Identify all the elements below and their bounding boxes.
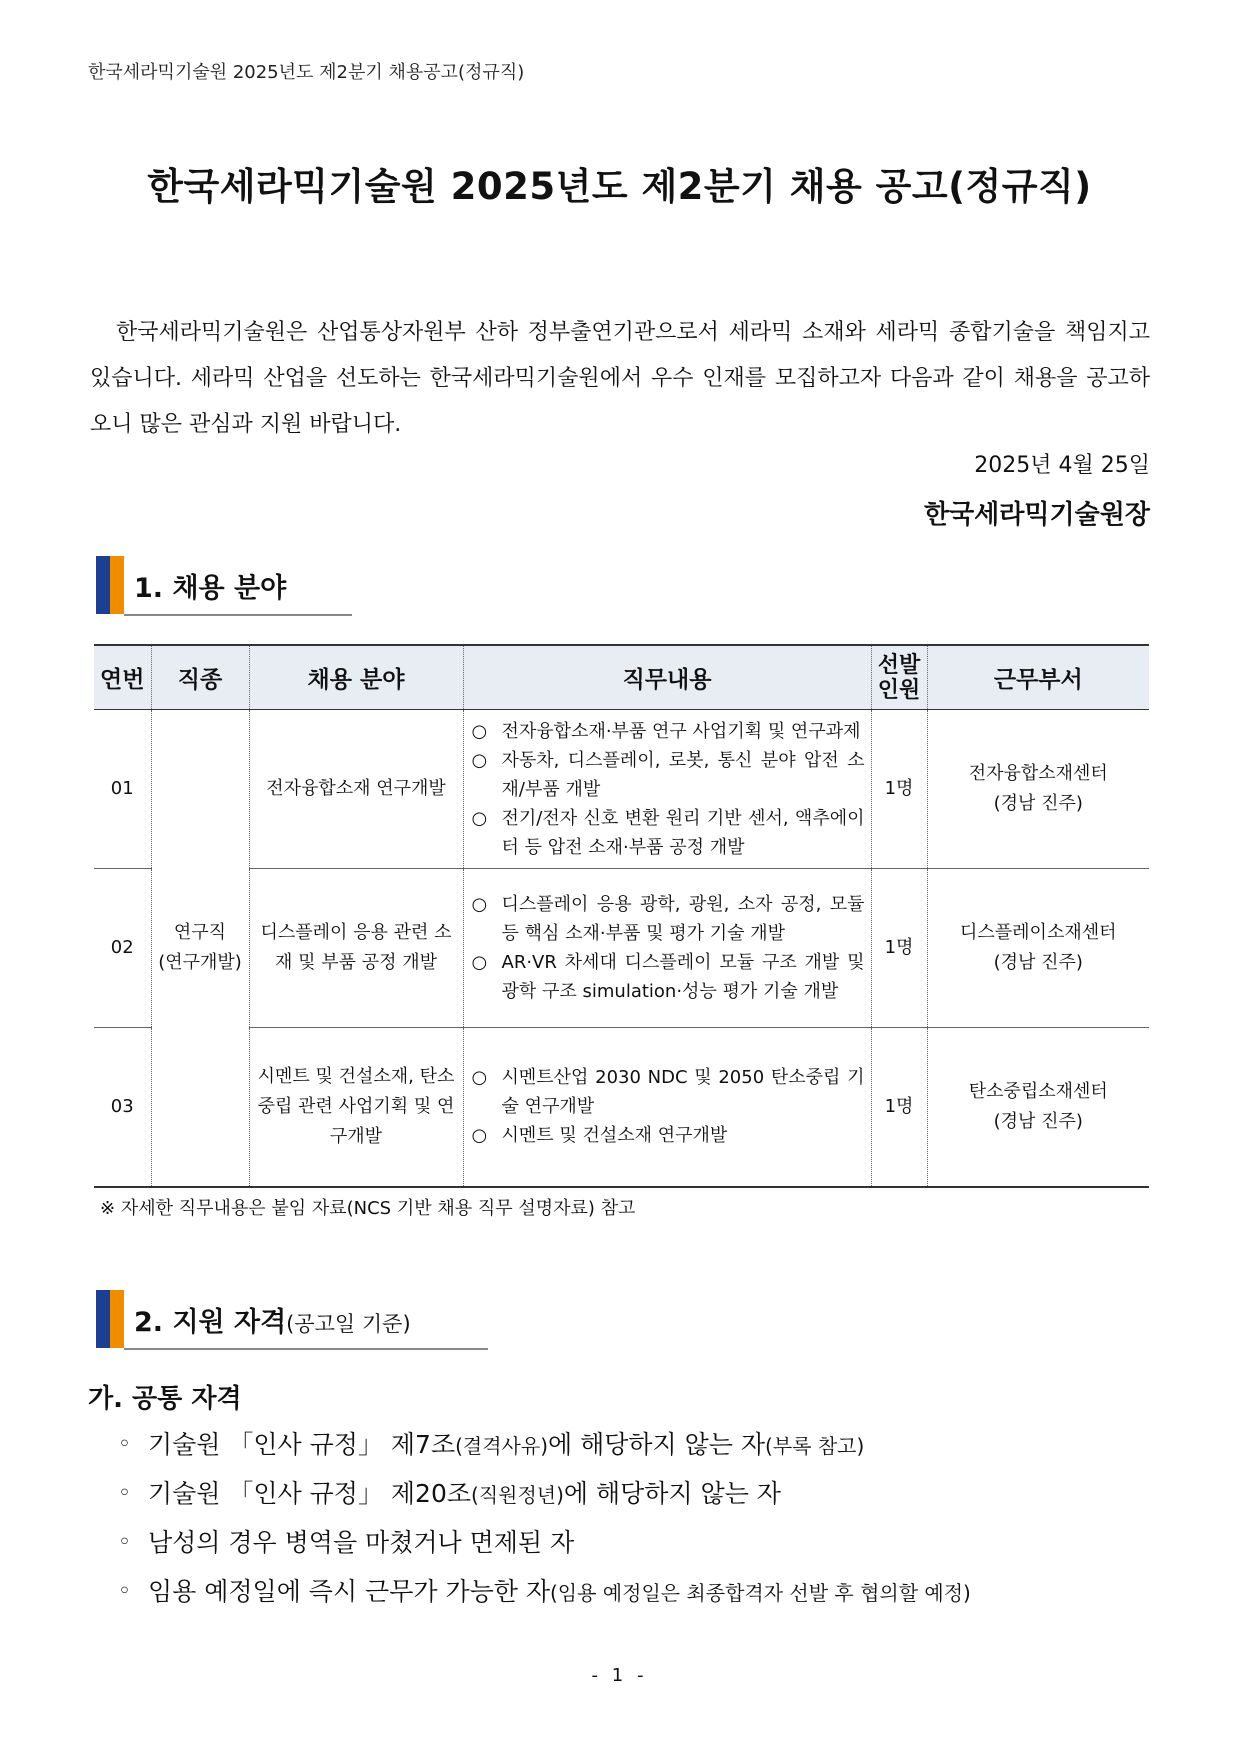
section-1-title: 1. 채용 분야 <box>134 573 287 604</box>
hire-count: 1명 <box>871 869 927 1028</box>
department-name: 디스플레이소재센터 <box>960 922 1117 943</box>
intro-paragraph <box>90 310 1150 448</box>
duty-item: ○ 시멘트산업 2030 NDC 및 2050 탄소중립 기술 연구개발 <box>468 1063 865 1121</box>
row-no: 01 <box>94 710 151 869</box>
col-header-no: 연번 <box>94 645 151 710</box>
duty-cell <box>463 869 871 1028</box>
section-underline <box>124 1348 488 1350</box>
signer: 한국세라믹기술원장 <box>923 500 1150 530</box>
recruit-field: 디스플레이 응용 관련 소재 및 부품 공정 개발 <box>249 869 463 1028</box>
qual-text: 기술원 「인사 규정」 제20조 <box>148 1479 472 1508</box>
table-note: ※ 자세한 직무내용은 붙임 자료(NCS 기반 채용 직무 설명자료) 참고 <box>100 1198 636 1219</box>
col-header-count-line2: 인원 <box>877 677 921 703</box>
section-2-title <box>134 1300 411 1339</box>
department <box>927 869 1149 1028</box>
recruit-field: 전자융합소재 연구개발 <box>249 710 463 869</box>
qual-text: 남성의 경우 병역을 마쳤거나 면제된 자 <box>148 1528 575 1557</box>
table-row <box>94 710 1149 869</box>
duty-item: ○ 전자융합소재·부품 연구 사업기획 및 연구과제 <box>468 717 865 746</box>
job-type-line2: (연구개발) <box>158 951 242 973</box>
intro-text: 한국세라믹기술원은 산업통상자원부 산하 정부출연기관으로서 세라믹 소재와 세라믹 종합기술을 책임지고 있습니다. 세라믹 산업을 선도하는 한국세라믹기술원에서 우수 인재를 모집하고자 다음과 같이 채용을 공고하오니 많은 관심과 지원 바랍니다. <box>90 320 1150 437</box>
department <box>927 1028 1149 1187</box>
table-row <box>94 1028 1149 1187</box>
hire-count: 1명 <box>871 1028 927 1187</box>
qual-note: (직원정년) <box>471 1483 564 1507</box>
running-header: 한국세라믹기술원 2025년도 제2분기 채용공고(정규직) <box>88 62 525 83</box>
duty-item: ○ AR·VR 차세대 디스플레이 모듈 구조 개발 및 광학 구조 simulation·성능 평가 기술 개발 <box>468 948 865 1006</box>
list-item <box>118 1567 971 1616</box>
recruitment-table <box>94 644 1149 1188</box>
col-header-field: 채용 분야 <box>249 645 463 710</box>
section-2-title-suffix: (공고일 기준) <box>286 1312 411 1336</box>
list-item <box>118 1469 971 1518</box>
section-bar-orange <box>110 1290 124 1348</box>
department-name: 전자융합소재센터 <box>968 763 1108 784</box>
job-type-line1: 연구직 <box>173 921 227 943</box>
section-underline <box>124 614 352 616</box>
section-bar-blue <box>96 556 110 614</box>
duty-list <box>468 1063 867 1150</box>
qual-note: (결격사유) <box>455 1434 548 1458</box>
row-no: 02 <box>94 869 151 1028</box>
qual-text: 임용 예정일에 즉시 근무가 가능한 자 <box>148 1577 550 1606</box>
table-header-row <box>94 645 1149 710</box>
col-header-count <box>871 645 927 710</box>
row-no: 03 <box>94 1028 151 1187</box>
duty-item: ○ 자동차, 디스플레이, 로봇, 통신 분야 압전 소재/부품 개발 <box>468 746 865 804</box>
table-row <box>94 869 1149 1028</box>
department <box>927 710 1149 869</box>
page-number: - 1 - <box>591 1665 648 1686</box>
qual-note: (부록 참고) <box>765 1434 865 1458</box>
section-2-title-main: 2. 지원 자격 <box>134 1307 287 1338</box>
duty-cell <box>463 710 871 869</box>
duty-item: ○ 시멘트 및 건설소재 연구개발 <box>468 1121 865 1150</box>
recruit-field: 시멘트 및 건설소재, 탄소중립 관련 사업기획 및 연구개발 <box>249 1028 463 1187</box>
qual-text: 기술원 「인사 규정」 제7조 <box>148 1430 456 1459</box>
section-bar-blue <box>96 1290 110 1348</box>
duty-list <box>468 890 867 1006</box>
department-location: (경남 진주) <box>993 952 1083 973</box>
duty-item: ○ 디스플레이 응용 광학, 광원, 소자 공정, 모듈 등 핵심 소재·부품 및 평가 기술 개발 <box>468 890 865 948</box>
col-header-duty: 직무내용 <box>463 645 871 710</box>
duty-item: ○ 전기/전자 신호 변환 원리 기반 센서, 액추에이터 등 압전 소재·부품 공정 개발 <box>468 804 865 862</box>
job-type <box>151 710 249 1187</box>
col-header-count-line1: 선발 <box>877 652 921 678</box>
section-bar-orange <box>110 556 124 614</box>
qual-note: (임용 예정일은 최종합격자 선발 후 협의할 예정) <box>550 1581 971 1605</box>
department-name: 탄소중립소재센터 <box>968 1080 1108 1102</box>
list-item <box>118 1518 971 1567</box>
col-header-type: 직종 <box>151 645 249 710</box>
section-1-heading <box>96 556 352 616</box>
qual-text: 에 해당하지 않는 자 <box>563 1479 781 1508</box>
section-2-heading <box>96 1290 488 1350</box>
duty-cell <box>463 1028 871 1187</box>
department-location: (경남 진주) <box>993 793 1083 814</box>
qual-text: 에 해당하지 않는 자 <box>548 1430 766 1459</box>
department-location: (경남 진주) <box>993 1110 1083 1132</box>
announcement-date: 2025년 4월 25일 <box>974 453 1150 478</box>
qualification-list <box>118 1420 971 1616</box>
duty-list <box>468 717 867 862</box>
col-header-dept: 근무부서 <box>927 645 1149 710</box>
subheading-common-qualifications: 가. 공통 자격 <box>88 1384 242 1414</box>
hire-count: 1명 <box>871 710 927 869</box>
list-item <box>118 1420 971 1469</box>
page-title: 한국세라믹기술원 2025년도 제2분기 채용 공고(정규직) <box>147 165 1092 208</box>
